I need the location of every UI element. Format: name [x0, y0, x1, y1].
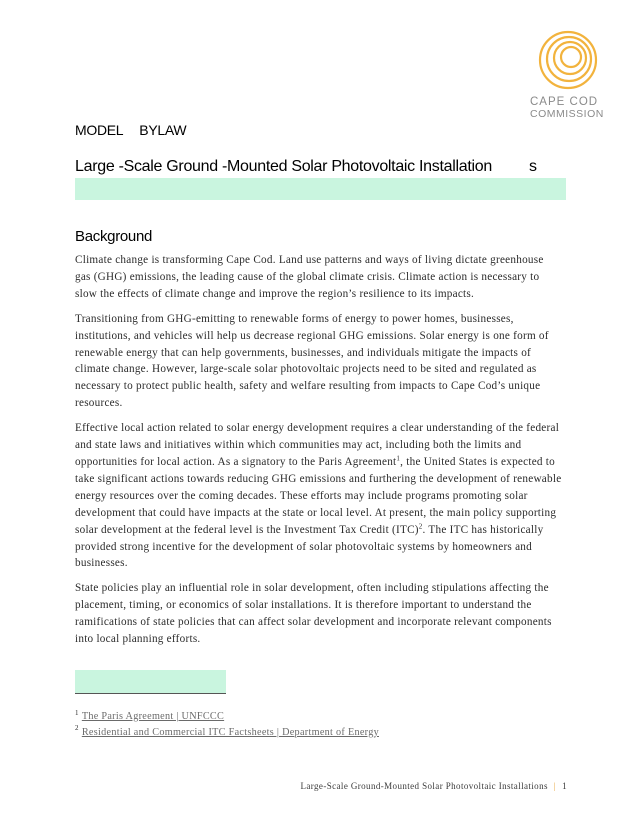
title-main: Large -Scale Ground -Mounted Solar Photovoltaic Installation [75, 158, 492, 175]
logo-line-2: COMMISSION [530, 108, 604, 120]
footnote-2 [75, 725, 379, 741]
title-highlight-bar [75, 178, 566, 200]
footnote-1 [75, 709, 379, 725]
title-suffix: s [529, 158, 537, 175]
paragraph-3 [75, 420, 562, 572]
footnote-link-paris-agreement[interactable]: The Paris Agreement | UNFCCC [81, 711, 225, 722]
body-text [75, 252, 562, 656]
paragraph-3-part-c: . The ITC has historically provided strong incentive for the development of solar photovoltaic systems by homeowners and businesses. [75, 523, 544, 570]
document-type [75, 122, 202, 138]
page-number: 1 [562, 781, 567, 791]
section-heading: Background [75, 228, 153, 245]
footnote-highlight-bar [75, 670, 226, 694]
paragraph-4: State policies play an influential role in solar development, often including stipulations affecting the placement, timing, or economics of solar installations. It is therefore important to understand the ramifications of state policies that can affect solar development and incorporate relevant components into local planning efforts. [75, 582, 552, 646]
paragraph-1: Climate change is transforming Cape Cod. Land use patterns and ways of living dictate greenhouse gas (GHG) emissions, the leading cause of the global climate crisis. Climate action is necessary to slow the effects of climate change and improve the region’s resilience to its impacts. [75, 254, 544, 300]
footnote-ref-1[interactable]: 1 [396, 454, 401, 463]
page-footer [301, 781, 568, 791]
footnote-number: 2 [75, 724, 79, 733]
concentric-circles-logo-icon [538, 30, 598, 90]
doc-type-word-1: MODEL [75, 122, 124, 138]
footnote-link-itc-factsheets[interactable]: Residential and Commercial ITC Factsheets | Department of Energy [81, 726, 379, 738]
footnotes [75, 709, 379, 740]
doc-type-word-2: BYLAW [139, 122, 187, 138]
footnote-number: 1 [75, 708, 79, 717]
paragraph-2: Transitioning from GHG-emitting to renewable forms of energy to power homes, businesses, institutions, and vehicles will help us decrease regional GHG emissions. Solar energy is one form of renewable energy that can help governments, businesses, and individuals mitigate the impacts of climate change. However, large-scale solar photovoltaic projects need to be sited and regulated as necessary to protect public health, safety and welfare resulting from impacts to Cape Cod’s unique resources. [75, 312, 549, 410]
paragraph-3-part-a: Effective local action related to solar energy development requires a clear understanding of the federal and state laws and initiatives within which communities may act, including both the limits and opportunities for local action. As a signatory to the Paris Agreement [75, 422, 560, 468]
document-title [75, 158, 566, 178]
document-title-block [75, 158, 566, 200]
footer-title: Large-Scale Ground-Mounted Solar Photovoltaic Installations [300, 781, 548, 791]
footnote-ref-2[interactable]: 2 [418, 521, 423, 530]
logo-line-1: CAPE COD [530, 96, 599, 108]
paragraph-3-part-b: , the United States is expected to take significant actions towards reducing GHG emissions and furthering the development of renewable energy resources over the coming decades. These efforts may include programs promoting solar development that could have impacts at the state or local level. At present, the main policy supporting solar development at the federal level is the Investment Tax Credit (ITC) [75, 455, 562, 536]
footer-separator: | [553, 781, 557, 791]
cape-cod-commission-logo [530, 30, 602, 120]
